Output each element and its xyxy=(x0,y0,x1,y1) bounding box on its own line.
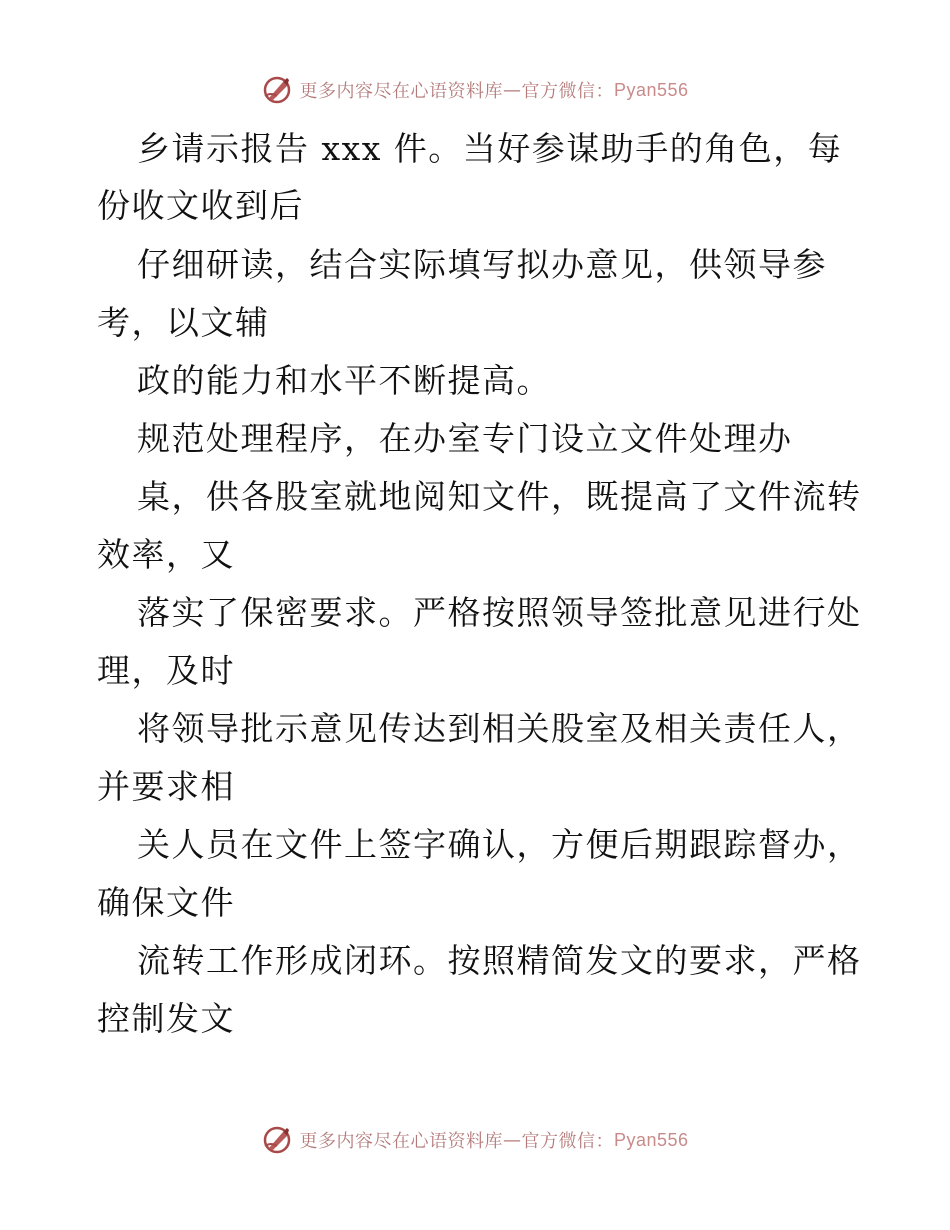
watermark-wechat-handle: Pyan556 xyxy=(613,79,689,100)
pen-logo-icon xyxy=(261,74,293,106)
watermark-title: 更多内容尽在心语资料库 xyxy=(299,1131,503,1152)
body-line: 关人员在文件上签字确认，方便后期跟踪督办， xyxy=(137,825,862,864)
body-line: 效率，又 xyxy=(97,535,235,574)
body-line: 规范处理程序，在办室专门设立文件处理办 xyxy=(137,419,793,458)
pen-logo-icon xyxy=(261,1124,293,1156)
watermark-wechat-label: 官方微信： xyxy=(521,81,614,102)
watermark-wechat-handle: Pyan556 xyxy=(613,1129,689,1150)
body-line: 流转工作形成闭环。按照精简发文的要求，严格 xyxy=(137,941,862,980)
footer-watermark xyxy=(0,1122,950,1158)
body-line: 考，以文辅 xyxy=(97,303,270,342)
header-watermark xyxy=(0,72,950,108)
body-line: 确保文件 xyxy=(97,883,235,922)
body-line: 仔细研读，结合实际填写拟办意见，供领导参 xyxy=(137,245,827,284)
body-line: 落实了保密要求。严格按照领导签批意见进行处 xyxy=(137,593,862,632)
watermark-title: 更多内容尽在心语资料库 xyxy=(299,81,503,102)
body-line: 份收文收到后 xyxy=(97,186,304,225)
body-line: 将领导批示意见传达到相关股室及相关责任人， xyxy=(137,709,862,748)
body-line: 桌，供各股室就地阅知文件，既提高了文件流转 xyxy=(137,477,862,516)
body-line: 乡请示报告 xxx 件。当好参谋助手的角色，每 xyxy=(137,129,843,168)
body-line: 并要求相 xyxy=(97,767,235,806)
body-line: 政的能力和水平不断提高。 xyxy=(137,361,551,400)
body-line: 控制发文 xyxy=(97,999,235,1038)
watermark-dash: — xyxy=(502,1129,522,1151)
watermark-wechat-label: 官方微信： xyxy=(521,1131,614,1152)
body-line: 理，及时 xyxy=(97,651,235,690)
watermark-dash: — xyxy=(502,79,522,101)
